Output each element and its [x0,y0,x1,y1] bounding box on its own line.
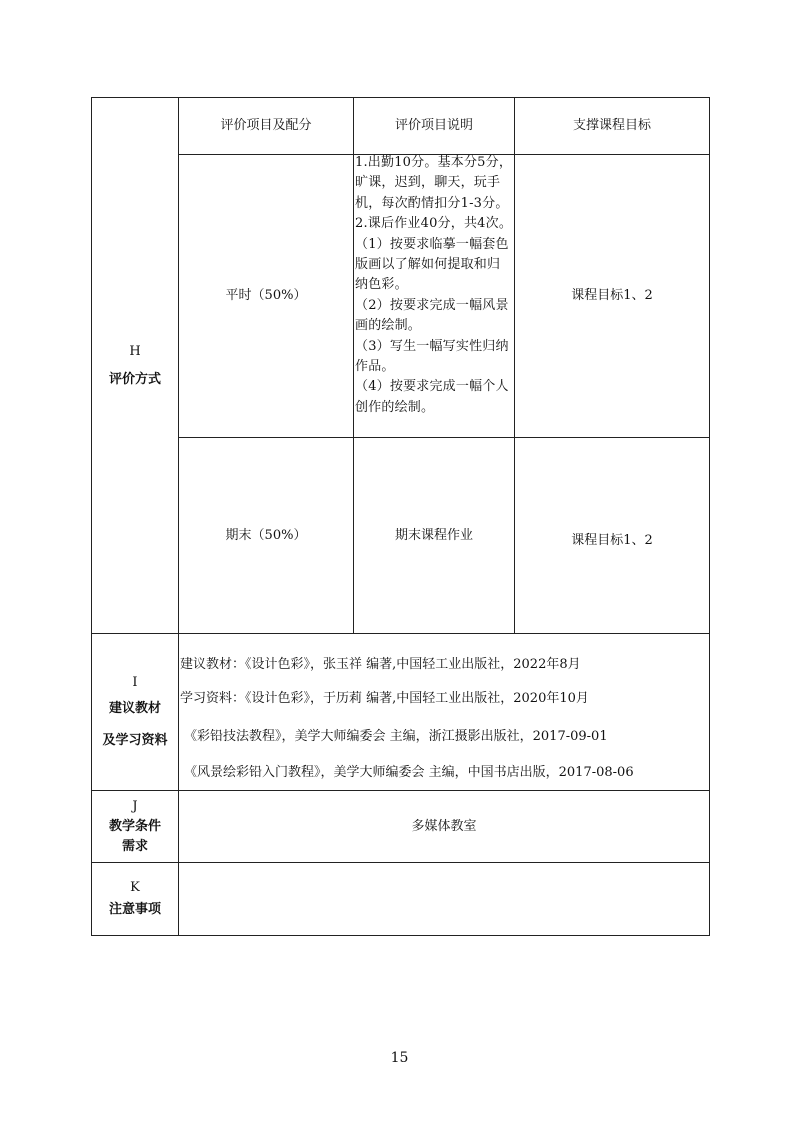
description-line: 旷课，迟到，聊天，玩手 [355,175,501,191]
section-i-title-line2: 及学习资料 [102,733,168,748]
row-final-description: 期末课程作业 [394,527,473,543]
section-i-label [92,634,178,790]
section-j-letter: J [132,798,138,814]
header-item-score: 评价项目及配分 [220,118,312,133]
row-final-goal: 课程目标1、2 [571,532,653,548]
section-i-letter: I [132,675,138,690]
header-course-goal: 支撑课程目标 [572,118,651,133]
description-line: （4）按要求完成一幅个人 [355,379,509,395]
description-line: 机，每次酌情扣分1-3分。 [355,195,509,211]
row-regular-goal: 课程目标1、2 [571,288,653,303]
description-line: （1）按要求临摹一幅套色 [355,236,509,252]
section-i-title-line1: 建议教材 [108,701,161,716]
material-line: 《彩铅技法教程》，美学大师编委会 主编，浙江摄影出版社，2017-09-01 [184,729,608,744]
section-k-title: 注意事项 [108,902,161,917]
material-line: 建议教材：《设计色彩》，张玉祥 编著,中国轻工业出版社，2022年8月 [180,657,581,672]
description-line: 创作的绘制。 [355,399,435,415]
description-line: 1.出勤10分。基本分5分， [355,155,513,170]
description-line: 纳色彩。 [355,277,408,293]
section-j-label [92,791,178,862]
description-line: 画的绘制。 [355,318,422,334]
section-h-letter: H [129,343,141,359]
section-k-content [179,863,709,935]
table-border-bottom [91,935,710,936]
page-number: 15 [390,1050,409,1066]
material-line: 学习资料：《设计色彩》，于历莉 编著,中国轻工业出版社，2020年10月 [180,691,589,706]
section-h-label [92,98,178,633]
section-j-title-line2: 需求 [121,838,148,854]
section-k-letter: K [130,880,140,895]
section-k-label [92,863,178,935]
row-regular-description [355,153,515,418]
section-j-content: 多媒体教室 [411,818,477,834]
description-line: 作品。 [355,359,395,375]
material-line: 《风景绘彩铅入门教程》，美学大师编委会 主编，中国书店出版，2017-08-06 [184,765,634,780]
description-line: （3）写生一幅写实性归纳 [355,338,509,354]
row-regular-item: 平时（50%） [225,288,307,303]
description-line: 版画以了解如何提取和归 [355,257,501,273]
description-line: （2）按要求完成一幅风景 [355,297,509,313]
section-j-title-line1: 教学条件 [108,818,161,834]
description-line: 2.课后作业40分，共4次。 [355,216,513,232]
header-item-description: 评价项目说明 [394,118,473,133]
row-final-item: 期末（50%） [225,527,307,543]
section-h-title: 评价方式 [108,371,161,387]
table-border-right [709,97,710,936]
